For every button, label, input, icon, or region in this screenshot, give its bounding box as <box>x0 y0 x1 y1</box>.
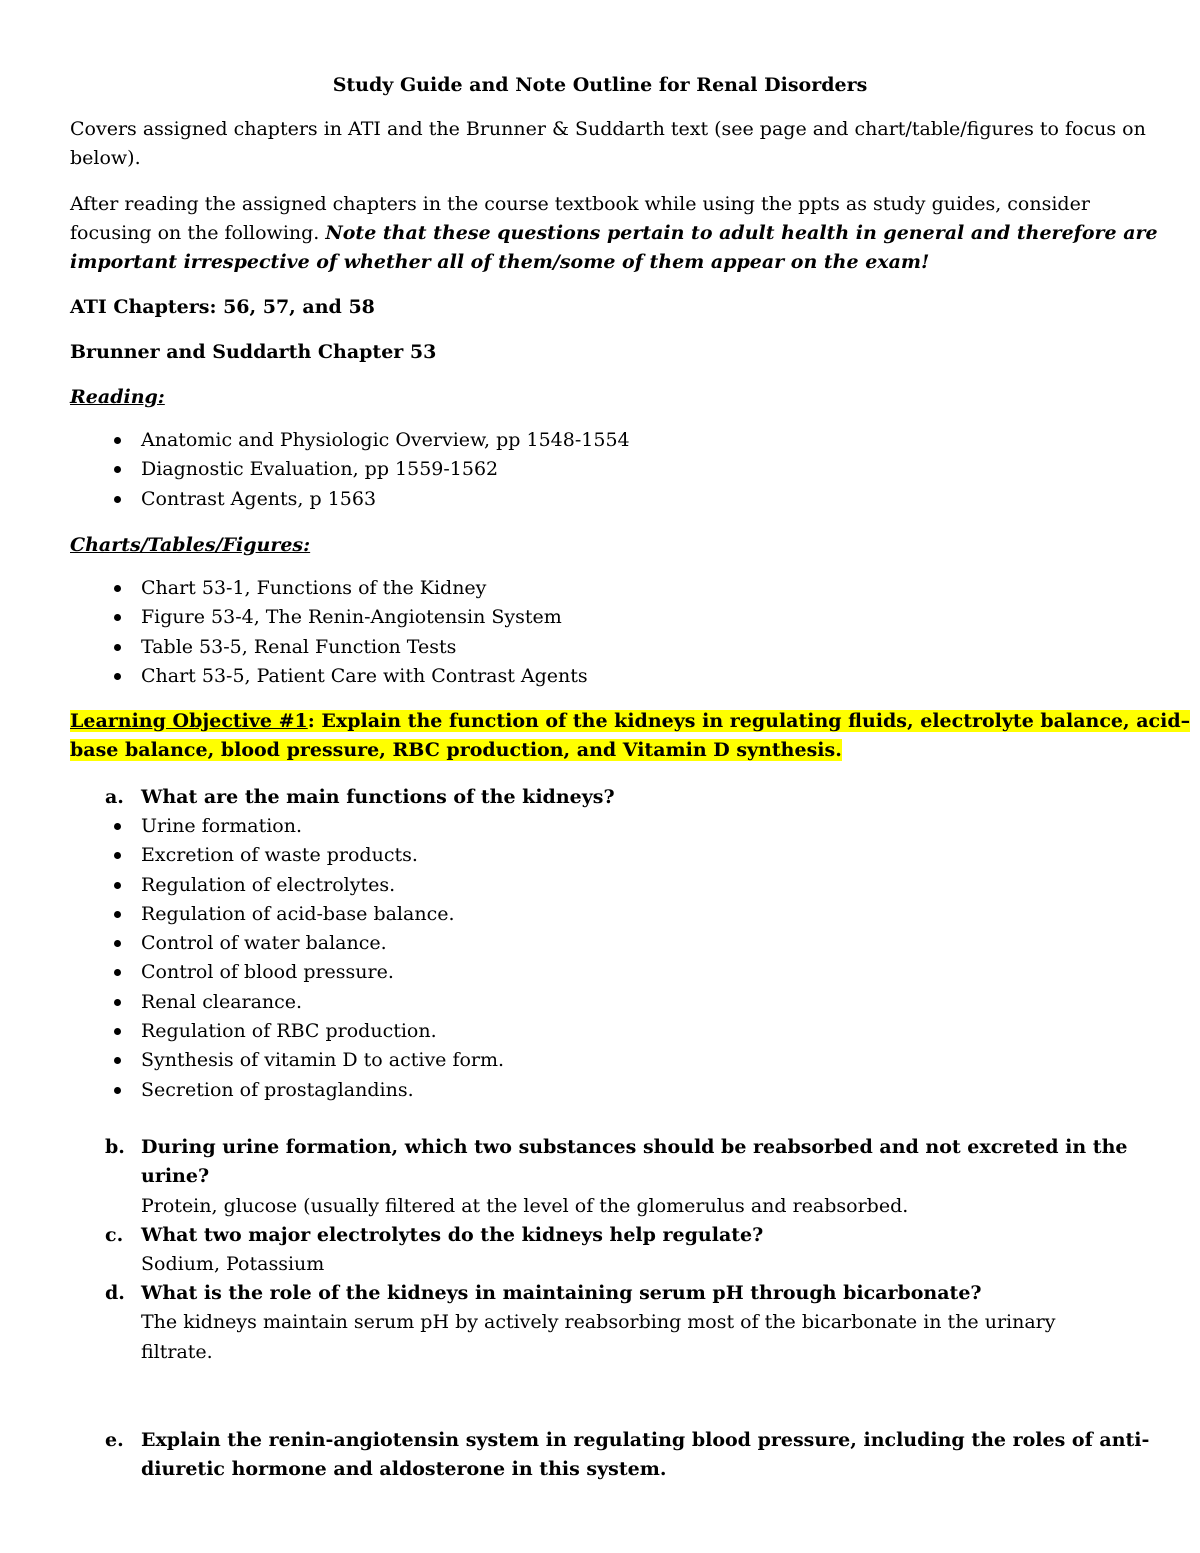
bullet-icon <box>114 673 121 680</box>
reading-item: Anatomic and Physiologic Overview, pp 1548-1554 <box>141 429 630 451</box>
bullet-icon <box>114 1028 121 1035</box>
intro-p2-line-1: After reading the assigned chapters in the course textbook while using the ppts as study guides, consider <box>70 193 1090 215</box>
bullet-icon <box>114 940 121 947</box>
intro-p2-line-2 <box>70 219 1158 248</box>
intro-line-1: Covers assigned chapters in ATI and the Brunner & Suddarth text (see page and chart/table/figures to focus on <box>70 118 1146 140</box>
question-b-line-1: During urine formation, which two substances should be reabsorbed and not excreted in the <box>141 1136 1128 1158</box>
question-e-line-1: Explain the renin-angiotensin system in regulating blood pressure, including the roles of anti- <box>141 1429 1150 1451</box>
chart-item: Figure 53-4, The Renin-Angiotensin System <box>141 606 562 628</box>
bullet-icon <box>114 1087 121 1094</box>
bullet-icon <box>114 644 121 651</box>
answer-item: Renal clearance. <box>141 991 303 1013</box>
question-letter: b. <box>105 1136 125 1158</box>
question-letter: e. <box>105 1429 124 1451</box>
intro-p2-line-3: important irrespective of whether all of them/some of them appear on the exam! <box>70 251 930 273</box>
reading-item: Contrast Agents, p 1563 <box>141 488 377 510</box>
bullet-icon <box>114 999 121 1006</box>
bullet-icon <box>114 823 121 830</box>
chart-item: Chart 53-1, Functions of the Kidney <box>141 577 487 599</box>
bullet-icon <box>114 496 121 503</box>
objective-text-1: : Explain the function of the kidneys in regulating fluids, electrolyte balance, acid– <box>307 710 1191 732</box>
bullet-icon <box>114 882 121 889</box>
bullet-icon <box>114 969 121 976</box>
chart-item: Chart 53-5, Patient Care with Contrast Agents <box>141 665 588 687</box>
bullet-icon <box>114 585 121 592</box>
answer-d-line-2: filtrate. <box>141 1341 213 1363</box>
reading-item: Diagnostic Evaluation, pp 1559-1562 <box>141 458 499 480</box>
intro-line-2: below). <box>70 147 141 169</box>
bullet-icon <box>114 852 121 859</box>
answer-item: Control of water balance. <box>141 932 387 954</box>
bullet-icon <box>114 614 121 621</box>
question-a: What are the main functions of the kidneys? <box>141 786 615 808</box>
answer-item: Urine formation. <box>141 815 303 837</box>
objective-label: Learning Objective #1 <box>70 710 308 732</box>
answer-item: Control of blood pressure. <box>141 961 394 983</box>
question-b-line-2: urine? <box>141 1165 210 1187</box>
bullet-icon <box>114 437 121 444</box>
objective-text-2: base balance, blood pressure, RBC production, and Vitamin D synthesis. <box>70 739 842 761</box>
learning-objective <box>70 707 1190 736</box>
bullet-icon <box>114 1057 121 1064</box>
brunner-chapter-heading: Brunner and Suddarth Chapter 53 <box>70 341 437 363</box>
learning-objective-line-2 <box>70 736 842 765</box>
answer-item: Excretion of waste products. <box>141 844 418 866</box>
answer-item: Secretion of prostaglandins. <box>141 1079 414 1101</box>
bullet-icon <box>114 911 121 918</box>
intro-p2-emphasis: Note that these questions pertain to adult health in general and therefore are <box>325 222 1158 244</box>
charts-heading: Charts/Tables/Figures: <box>70 534 311 556</box>
intro-p2-plain: focusing on the following. <box>70 222 326 244</box>
answer-item: Synthesis of vitamin D to active form. <box>141 1049 505 1071</box>
answer-item: Regulation of RBC production. <box>141 1020 437 1042</box>
answer-item: Regulation of electrolytes. <box>141 874 396 896</box>
question-d: What is the role of the kidneys in maintaining serum pH through bicarbonate? <box>141 1282 982 1304</box>
answer-c: Sodium, Potassium <box>141 1253 325 1275</box>
chart-item: Table 53-5, Renal Function Tests <box>141 636 457 658</box>
ati-chapters-heading: ATI Chapters: 56, 57, and 58 <box>70 296 375 318</box>
answer-d-line-1: The kidneys maintain serum pH by actively reabsorbing most of the bicarbonate in the urinary <box>141 1311 1056 1333</box>
reading-heading: Reading: <box>70 386 165 408</box>
question-letter: a. <box>105 786 124 808</box>
answer-item: Regulation of acid-base balance. <box>141 903 455 925</box>
answer-b: Protein, glucose (usually filtered at the level of the glomerulus and reabsorbed. <box>141 1195 909 1217</box>
page-title: Study Guide and Note Outline for Renal Disorders <box>332 74 868 96</box>
question-e-line-2: diuretic hormone and aldosterone in this system. <box>141 1458 667 1480</box>
question-letter: d. <box>105 1282 125 1304</box>
question-c: What two major electrolytes do the kidneys help regulate? <box>141 1224 764 1246</box>
question-letter: c. <box>105 1224 124 1246</box>
bullet-icon <box>114 466 121 473</box>
